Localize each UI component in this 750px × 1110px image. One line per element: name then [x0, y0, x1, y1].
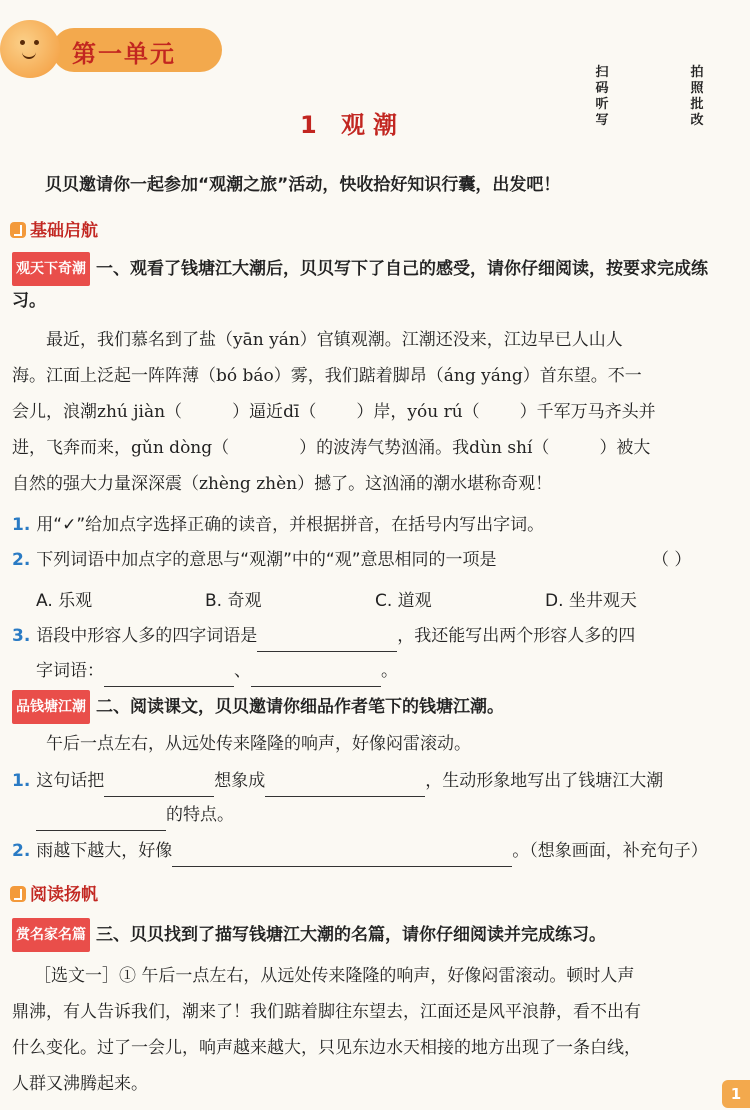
scan-dictation-label[interactable]: 扫码听写: [595, 65, 609, 128]
passage-line: 海。江面上泛起一阵阵薄（bó báo）雾，我们踮着脚昂（áng yáng）首东望。不一: [12, 366, 642, 386]
intro-text: 贝贝邀请你一起参加“观潮之旅”活动，快收拾好知识行囊，出发吧！: [45, 175, 561, 195]
question-2-text: 二、阅读课文，贝贝邀请你细品作者笔下的钱塘江潮。: [96, 697, 504, 717]
q1-3: 3. 语段中形容人多的四字词语是 ，我还能写出两个形容人多的四: [12, 621, 635, 652]
q2-2: 2. 雨越下越大，好像 。（想象画面，补充句子）: [12, 836, 708, 867]
q2-1-cont: 的特点。: [36, 800, 234, 831]
section-heading-reading: 阅读扬帆: [10, 880, 98, 905]
option-a[interactable]: A. 乐观: [36, 591, 93, 611]
question-3-block: [12, 918, 606, 952]
passage-line: 人群又沸腾起来。: [12, 1074, 148, 1094]
option-d[interactable]: D. 坐井观天: [545, 591, 637, 611]
section-icon: [10, 886, 26, 902]
photo-grade-label[interactable]: 拍照批改: [690, 65, 704, 128]
answer-blank[interactable]: [172, 836, 512, 867]
q2-1: 1. 这句话把 想象成 ，生动形象地写出了钱塘江大潮: [12, 766, 663, 797]
answer-blank[interactable]: [104, 656, 234, 687]
question-3-text: 三、贝贝找到了描写钱塘江大潮的名篇，请你仔细阅读并完成练习。: [96, 925, 606, 945]
page-number: 1: [722, 1080, 750, 1108]
tag-watch-tide: 观天下奇潮: [12, 252, 90, 286]
passage-line: 会儿，浪潮zhú jiàn（ ）逼近dī（ ）岸，yóu rú（ ）千军万马齐头并: [12, 402, 656, 422]
passage-3: [12, 958, 742, 1102]
option-b[interactable]: B. 奇观: [205, 591, 262, 611]
quote-sentence: 午后一点左右，从远处传来隆隆的响声，好像闷雷滚动。: [46, 734, 471, 754]
section-icon: [10, 222, 26, 238]
answer-blank[interactable]: [265, 766, 425, 797]
unit-title: 第一单元: [72, 40, 176, 68]
option-c[interactable]: C. 道观: [375, 591, 432, 611]
question-1-block: [12, 252, 732, 316]
lesson-title: 1 观潮: [300, 111, 406, 139]
passage-line: 鼎沸，有人告诉我们，潮来了！我们踮着脚往东望去，江面还是风平浪静，看不出有: [12, 1002, 641, 1022]
q1-3-cont: 字词语： 、 。: [36, 656, 398, 687]
answer-blank[interactable]: [251, 656, 381, 687]
answer-blank[interactable]: [36, 800, 166, 831]
answer-blank[interactable]: [104, 766, 214, 797]
q1-1: 1. 用“✓”给加点字选择正确的读音，并根据拼音，在括号内写出字词。: [12, 515, 545, 535]
passage-line: 进，飞奔而来，gǔn dòng（ ）的波涛气势汹涌。我dùn shí（ ）被大: [12, 438, 651, 458]
sun-mascot-icon: [0, 20, 60, 78]
unit-banner: [0, 20, 225, 78]
answer-bracket[interactable]: （ ）: [652, 550, 692, 570]
section-heading-basics: 基础启航: [10, 216, 98, 241]
passage-line: 最近，我们慕名到了盐（yān yán）官镇观潮。江潮还没来，江边早已人山人: [46, 330, 623, 350]
passage-line: 自然的强大力量深深震（zhèng zhèn）撼了。这汹涌的潮水堪称奇观！: [12, 474, 553, 494]
passage-1: [12, 322, 742, 502]
answer-blank[interactable]: [257, 621, 397, 652]
question-2-block: [12, 690, 504, 724]
q1-2: 2. 下列词语中加点字的意思与“观潮”中的“观”意思相同的一项是 （ ）: [12, 545, 732, 575]
tag-famous-work: 赏名家名篇: [12, 918, 90, 952]
question-1-text: 一、观看了钱塘江大潮后，贝贝写下了自己的感受，请你仔细阅读，按要求完成练习。: [12, 259, 708, 311]
tag-qiantang: 品钱塘江潮: [12, 690, 90, 724]
passage-line: 什么变化。过了一会儿，响声越来越大，只见东边水天相接的地方出现了一条白线，: [12, 1038, 641, 1058]
passage-line: ［选文一］① 午后一点左右，从远处传来隆隆的响声，好像闷雷滚动。顿时人声: [34, 966, 635, 986]
